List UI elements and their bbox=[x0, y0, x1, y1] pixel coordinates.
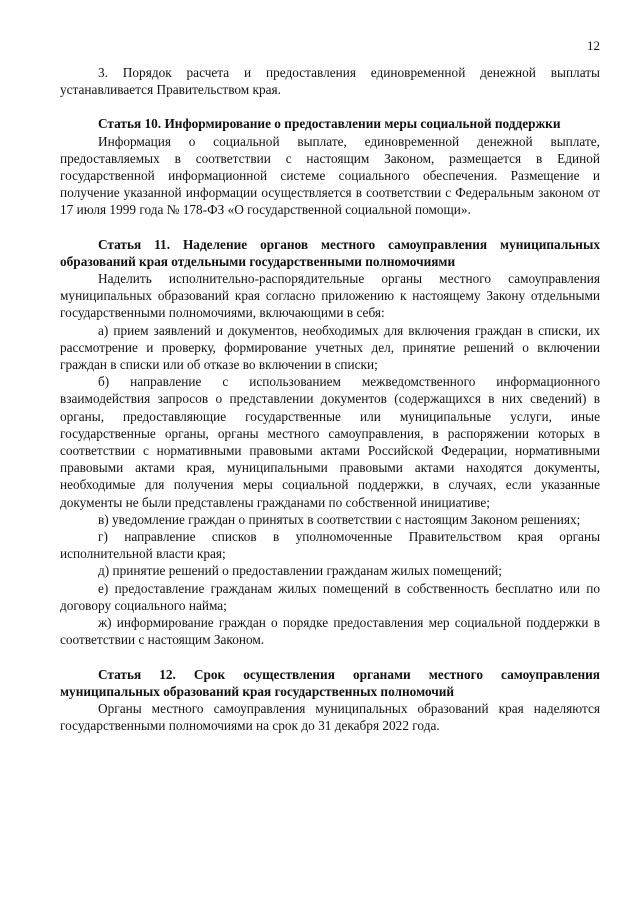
item-d: д) принятие решений о предоставлении гражданам жилых помещений; bbox=[98, 563, 502, 579]
article-12-text: Органы местного самоуправления муниципальных образований края наделяются государственными полномочиями на срок до 31 декабря 2022 года. bbox=[60, 700, 600, 734]
article-12-title: Статья 12. Срок осуществления органами местного самоуправления муниципальных образований края государственных полномочий bbox=[60, 666, 600, 699]
item-a: а) прием заявлений и документов, необходимых для включения граждан в списки, их рассмотрение и проверку, формирование учетных дел, принятие решений о включении граждан в списки или об отказе во включении в списки; bbox=[60, 322, 600, 373]
document-body bbox=[60, 64, 600, 734]
item-b: б) направление с использованием межведомственного информационного взаимодействия запросов о представлении документов (содержащихся в них сведений) в органы, предоставляющие государственные или муниципальные услуги, иные государственные органы, органы местного самоуправления, в распоряжении которых в соответствии с нормативными правовыми актами Российской Федерации, нормативными правовыми актами края, муниципальными правовыми актами находятся документы, необходимые для получения меры социальной поддержки, в случаях, если указанные документы не были представлены гражданами по собственной инициативе; bbox=[60, 374, 600, 510]
item-v: в) уведомление граждан о принятых в соответствии с настоящим Законом решениях; bbox=[98, 511, 581, 527]
item-g: г) направление списков в уполномоченные Правительством края органы исполнительной власти края; bbox=[60, 529, 600, 562]
item-e: е) предоставление гражданам жилых помещений в собственность бесплатно или по договору социального найма; bbox=[60, 580, 600, 613]
paragraph-3: 3. Порядок расчета и предоставления единовременной денежной выплаты устанавливается Правительством края. bbox=[60, 65, 600, 98]
item-zh: ж) информирование граждан о порядке предоставления мер социальной поддержки в соответствии с настоящим Законом. bbox=[60, 615, 600, 648]
article-10-title: Статья 10. Информирование о предоставлении меры социальной поддержки bbox=[98, 116, 561, 132]
page-number: 12 bbox=[587, 38, 600, 53]
article-11-title: Статья 11. Наделение органов местного самоуправления муниципальных образований края отдельными государственными полномочиями bbox=[60, 236, 600, 269]
article-11-intro: Наделить исполнительно-распорядительные органы местного самоуправления муниципальных образований края согласно приложению к настоящему Закону отдельными государственными полномочиями, включающими в себя: bbox=[60, 271, 600, 321]
article-10-text: Информация о социальной выплате, единовременной денежной выплате, предоставляемых в соответствии с настоящим Законом, размещается в Единой государственной информационной системе социального обеспечения. Размещение и получение указанной информации осуществляется в соответствии с Федеральным законом от 17 июля 1999 года № 178-ФЗ «О государственной социальной помощи». bbox=[60, 133, 600, 218]
